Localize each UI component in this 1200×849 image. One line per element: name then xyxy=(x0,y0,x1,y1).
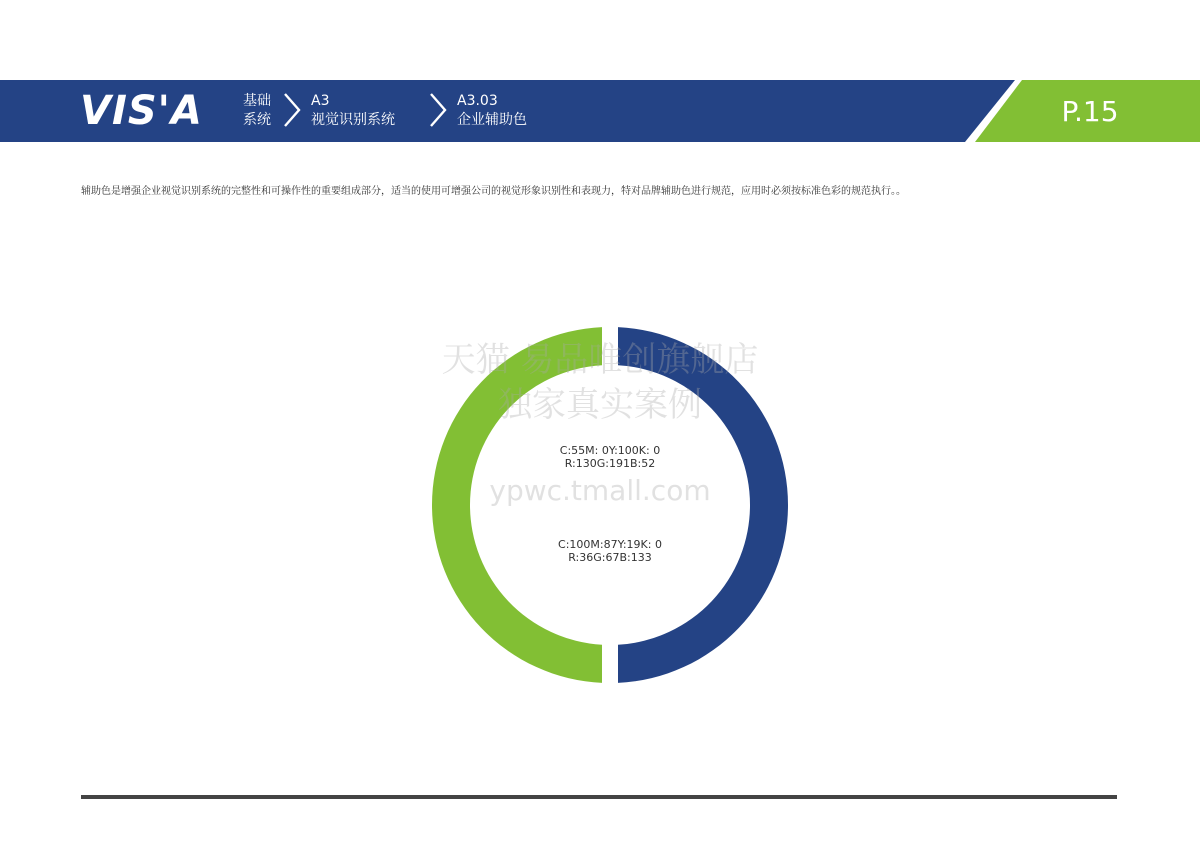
blue-rgb-value: R:36G:67B:133 xyxy=(568,551,652,564)
watermark-line2: 独家真实案例 xyxy=(498,385,702,425)
breadcrumb-chapter-line2: 视觉识别系统 xyxy=(311,112,395,128)
watermark-line3: ypwc.tmall.com xyxy=(489,474,711,507)
green-swatch-label xyxy=(510,444,710,470)
breadcrumb-chapter xyxy=(311,92,395,130)
breadcrumb-chapter-line1: A3 xyxy=(311,93,330,109)
blue-swatch-label xyxy=(510,538,710,564)
page-number: P.15 xyxy=(1061,95,1119,128)
blue-cmyk-value: C:100M:87Y:19K: 0 xyxy=(558,538,662,551)
breadcrumb-topic-line1: A3.03 xyxy=(457,93,498,109)
intro-paragraph: 辅助色是增强企业视觉识别系统的完整性和可操作性的重要组成部分，适当的使用可增强公司的视觉形象识别性和表现力，特对品牌辅助色进行规范，应用时必须按标准色彩的规范执行。。 xyxy=(81,186,906,197)
chevron-right-icon xyxy=(282,92,302,128)
footer-rule xyxy=(81,795,1117,799)
breadcrumb-section-line1: 基础 xyxy=(243,93,271,109)
breadcrumb-topic-line2: 企业辅助色 xyxy=(457,112,527,128)
chevron-right-icon xyxy=(428,92,448,128)
brand-logo: VIS'A xyxy=(80,88,203,134)
green-rgb-value: R:130G:191B:52 xyxy=(564,457,656,470)
watermark-line1: 天猫 易品唯创旗舰店 xyxy=(441,340,759,380)
breadcrumb-topic xyxy=(457,92,527,130)
breadcrumb-section xyxy=(243,92,271,130)
breadcrumb-section-line2: 系统 xyxy=(243,112,271,128)
green-cmyk-value: C:55M: 0Y:100K: 0 xyxy=(559,444,661,457)
